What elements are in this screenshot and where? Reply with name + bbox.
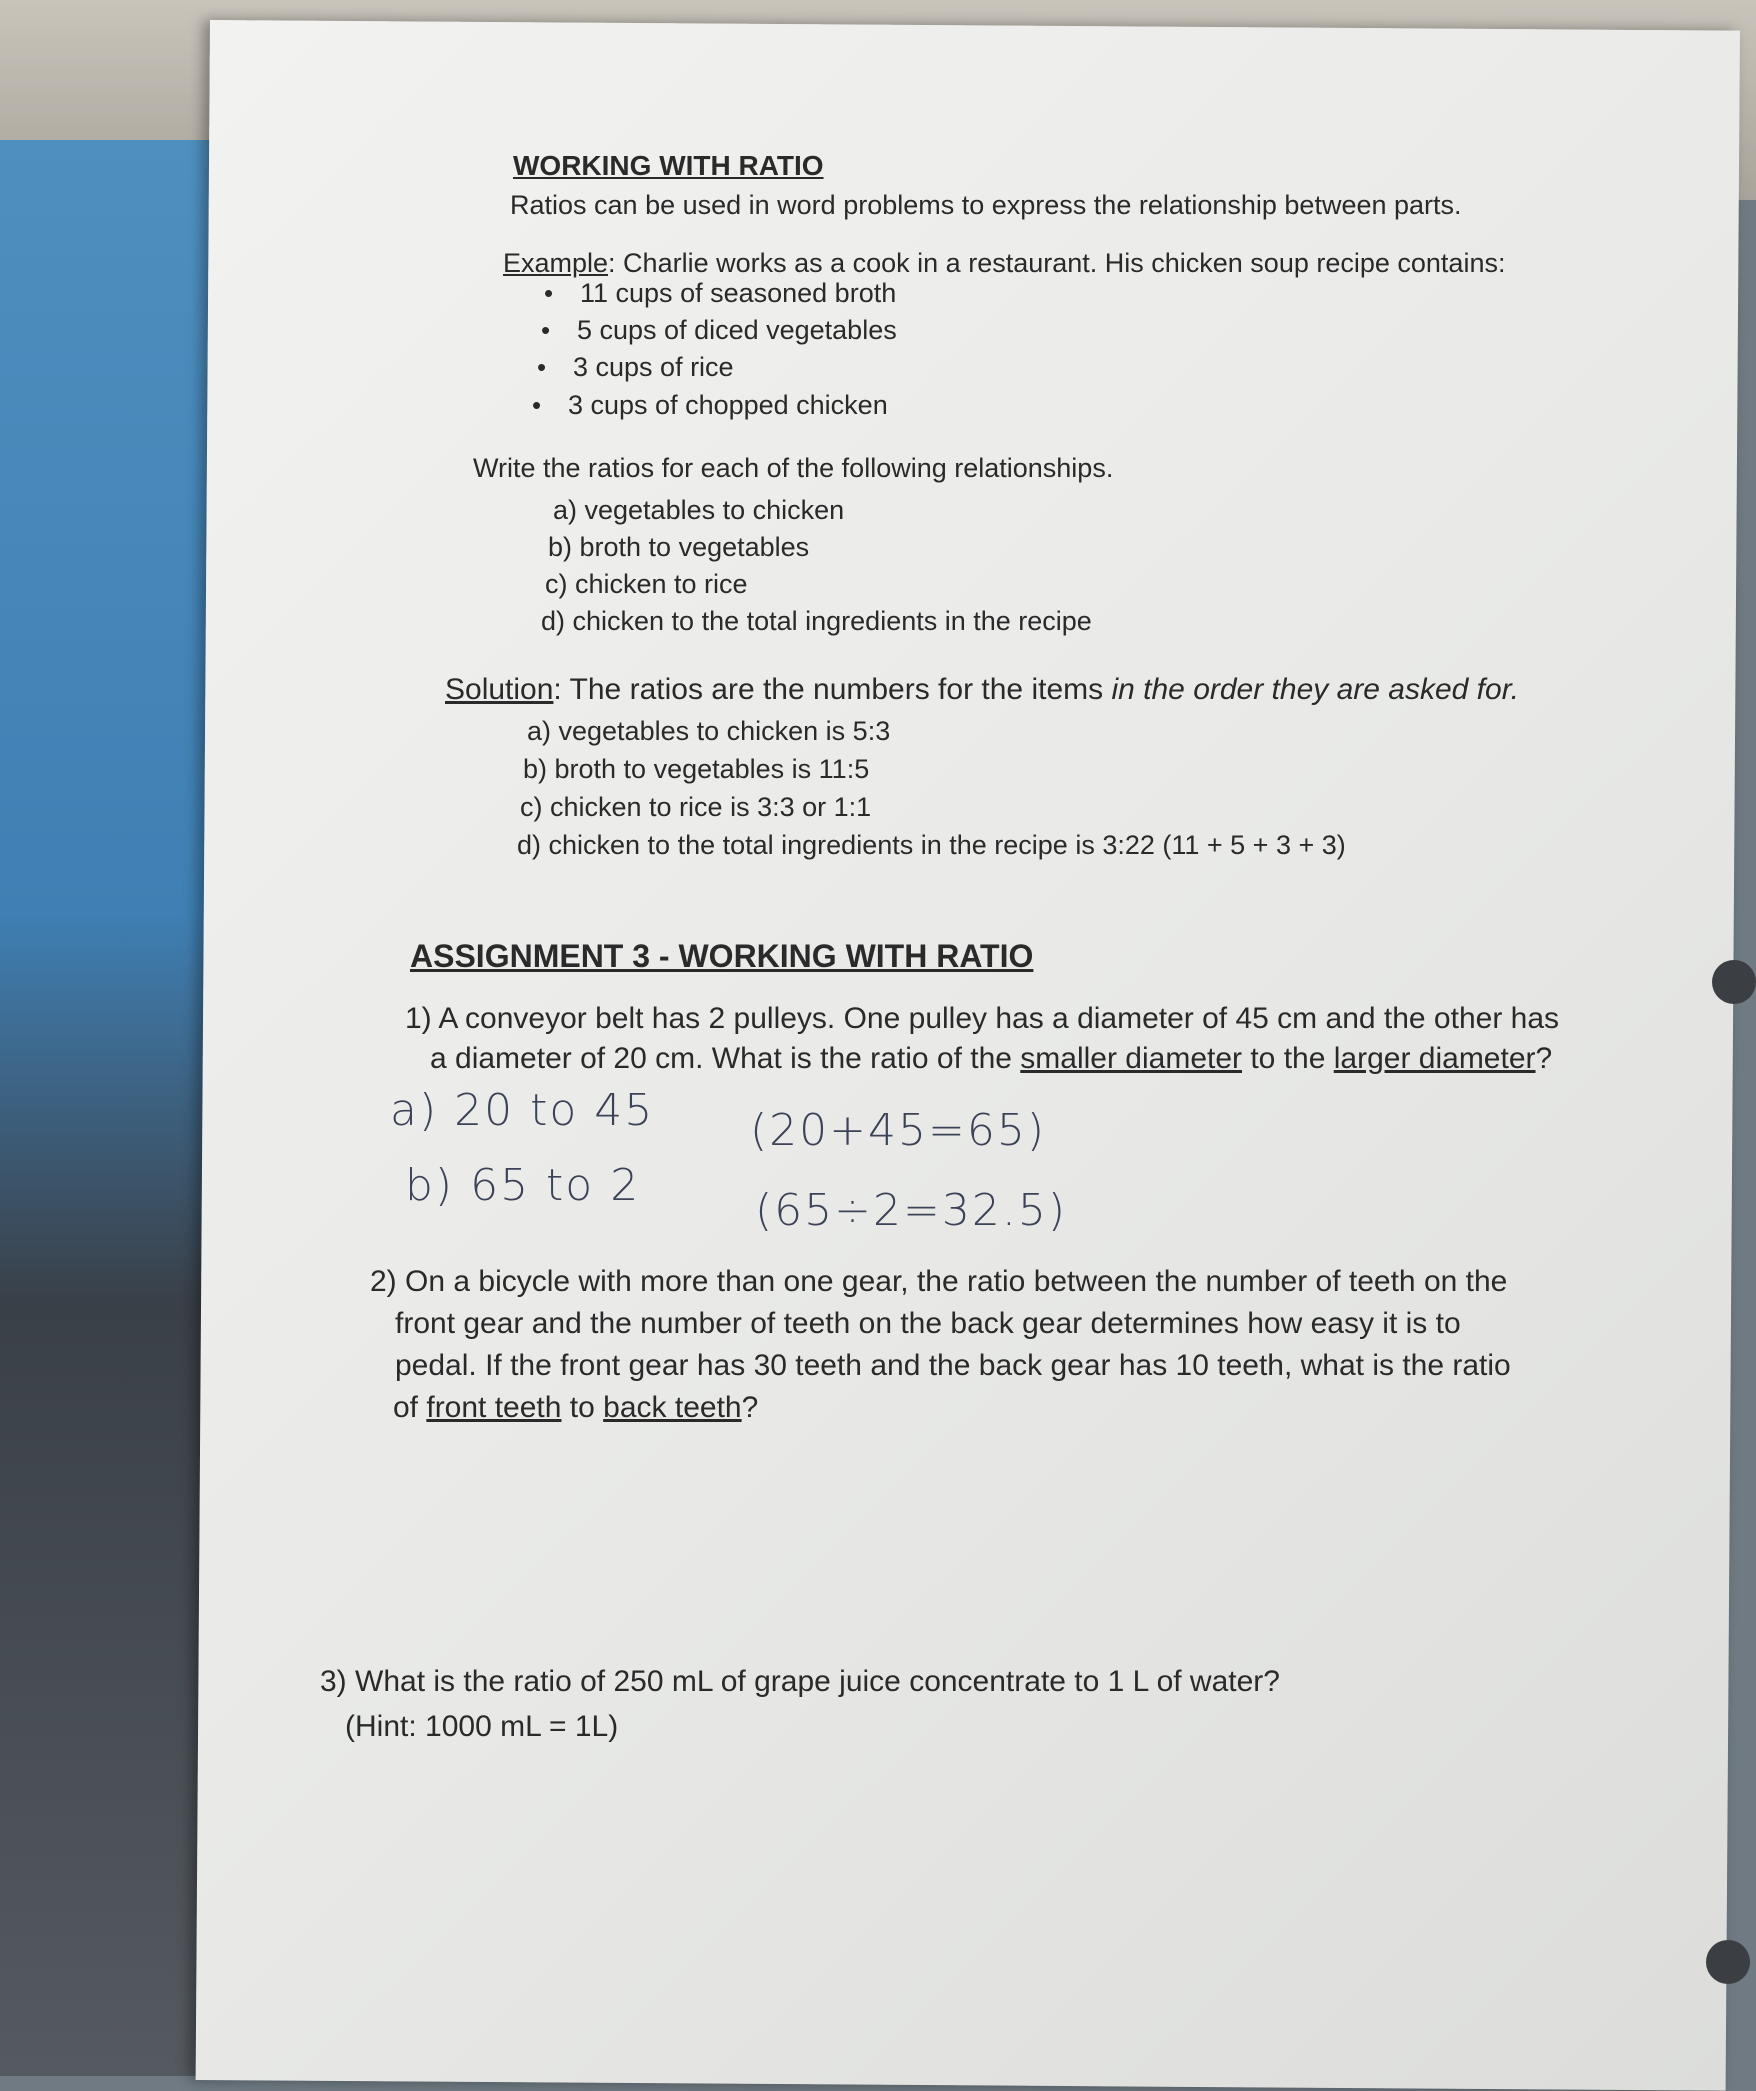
q1-text: a diameter of 20 cm. What is the ratio of the xyxy=(430,1042,1021,1075)
question-item: b) broth to vegetables xyxy=(548,532,810,562)
handwritten-work: (20+45=65) xyxy=(750,1105,1047,1156)
question-item: a) vegetables to chicken xyxy=(553,495,845,525)
q1-line1: 1) A conveyor belt has 2 pulleys. One pulley has a diameter of 45 cm and the other has xyxy=(405,1002,1560,1035)
example-text: : Charlie works as a cook in a restaurant. His chicken soup recipe contains: xyxy=(608,248,1506,278)
q2-text: to xyxy=(561,1391,604,1424)
larger-diameter: larger diameter xyxy=(1333,1042,1536,1075)
q1-line2 xyxy=(430,1042,1552,1076)
q2-line2: front gear and the number of teeth on the back gear determines how easy it is to xyxy=(395,1307,1461,1340)
intro-text: Ratios can be used in word problems to express the relationship between parts. xyxy=(510,190,1462,220)
solution-label: Solution xyxy=(445,673,554,706)
handwritten-work: (65÷2=32.5) xyxy=(755,1185,1068,1236)
question-item: c) chicken to rice xyxy=(545,569,748,599)
solution-text: : The ratios are the numbers for the items xyxy=(553,673,1112,706)
q2-text: of xyxy=(393,1391,427,1424)
ingredient-item: • 3 cups of rice xyxy=(573,352,734,383)
answer-item: c) chicken to rice is 3:3 or 1:1 xyxy=(520,792,872,822)
back-teeth: back teeth xyxy=(603,1391,742,1424)
q3-hint: (Hint: 1000 mL = 1L) xyxy=(345,1710,619,1743)
smaller-diameter: smaller diameter xyxy=(1020,1042,1243,1075)
answer-item: b) broth to vegetables is 11:5 xyxy=(523,754,870,784)
ingredient-item: • 5 cups of diced vegetables xyxy=(577,315,897,346)
q2-line4 xyxy=(393,1391,758,1425)
binder-hole xyxy=(1706,1940,1750,1984)
q1-text: to the xyxy=(1242,1042,1334,1075)
ingredient-item: • 11 cups of seasoned broth xyxy=(580,278,896,309)
q3-line1: 3) What is the ratio of 250 mL of grape juice concentrate to 1 L of water? xyxy=(320,1665,1280,1698)
q2-text: ? xyxy=(741,1391,759,1424)
solution-italic: in the order they are asked for. xyxy=(1111,673,1519,706)
page-title: WORKING WITH RATIO xyxy=(513,150,824,181)
solution-line xyxy=(445,673,1519,707)
ingredient-item: • 3 cups of chopped chicken xyxy=(568,390,888,421)
q2-line1: 2) On a bicycle with more than one gear, the ratio between the number of teeth on the xyxy=(370,1265,1508,1298)
example-label: Example xyxy=(503,248,609,278)
q2-line3: pedal. If the front gear has 30 teeth and the back gear has 10 teeth, what is the ratio xyxy=(395,1349,1511,1382)
q1-text: ? xyxy=(1535,1042,1553,1075)
example-line xyxy=(503,248,1505,279)
answer-item: d) chicken to the total ingredients in the recipe is 3:22 (11 + 5 + 3 + 3) xyxy=(517,830,1346,860)
instructions-text: Write the ratios for each of the following relationships. xyxy=(473,453,1114,483)
worksheet-content xyxy=(265,150,1685,2050)
answer-item: a) vegetables to chicken is 5:3 xyxy=(527,716,891,746)
handwritten-answer: a) 20 to 45 xyxy=(390,1085,655,1136)
assignment-title: ASSIGNMENT 3 - WORKING WITH RATIO xyxy=(410,938,1034,974)
binder-hole xyxy=(1712,960,1756,1004)
question-item: d) chicken to the total ingredients in the recipe xyxy=(541,606,1092,636)
handwritten-answer: b) 65 to 2 xyxy=(405,1160,641,1211)
front-teeth: front teeth xyxy=(426,1391,562,1424)
